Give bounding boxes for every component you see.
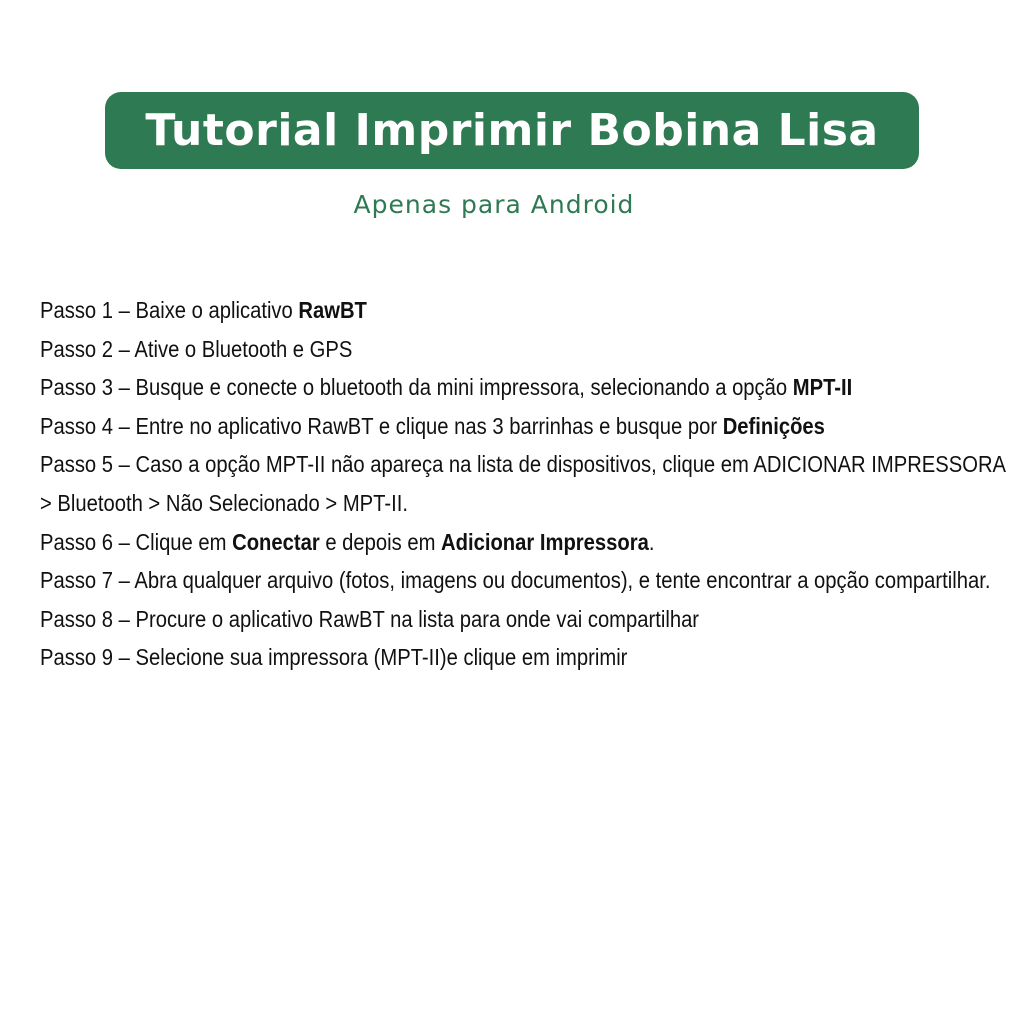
step-7	[40, 561, 1015, 600]
step-3	[40, 368, 879, 407]
step-6-text: Passo 6 – Clique em	[40, 528, 233, 555]
step-5-text: Passo 5 – Caso a opção MPT-II não apareça na lista de dispositivos, clique em ADICIONAR IMPRESSORA > Bluetooth > Não Selecionado > MPT-II.	[40, 451, 1005, 516]
step-6-suffix: .	[648, 528, 655, 555]
step-4-highlight: Definições	[722, 412, 825, 439]
step-2	[40, 330, 879, 369]
step-8-text: Passo 8 – Procure o aplicativo RawBT na lista para onde vai compartilhar	[40, 605, 700, 632]
step-5	[40, 445, 1015, 522]
step-1-highlight: RawBT	[298, 297, 367, 323]
step-6-middle: e depois em	[319, 528, 442, 555]
step-1	[40, 291, 879, 330]
step-6-highlight-add-printer: Adicionar Impressora	[441, 528, 649, 555]
step-6	[40, 523, 879, 562]
step-9	[40, 638, 879, 677]
step-8	[40, 600, 879, 639]
step-6-highlight-connect: Conectar	[232, 528, 320, 555]
step-1-text: Passo 1 – Baixe o aplicativo	[40, 297, 299, 323]
page-subtitle: Apenas para Android	[353, 190, 635, 219]
step-9-text: Passo 9 – Selecione sua impressora (MPT-II)e clique em imprimir	[40, 644, 628, 671]
step-4-text: Passo 4 – Entre no aplicativo RawBT e clique nas 3 barrinhas e busque por	[40, 412, 723, 439]
title-banner	[105, 92, 919, 169]
page-title: Tutorial Imprimir Bobina Lisa	[145, 105, 879, 156]
step-3-text: Passo 3 – Busque e conecte o bluetooth da mini impressora, selecionando a opção	[40, 374, 793, 401]
step-4	[40, 407, 879, 446]
step-7-text: Passo 7 – Abra qualquer arquivo (fotos, imagens ou documentos), e tente encontrar a opção compartilhar.	[40, 567, 991, 594]
step-2-text: Passo 2 – Ative o Bluetooth e GPS	[40, 335, 353, 362]
step-3-highlight: MPT-II	[792, 374, 853, 401]
steps-list	[40, 291, 1005, 677]
